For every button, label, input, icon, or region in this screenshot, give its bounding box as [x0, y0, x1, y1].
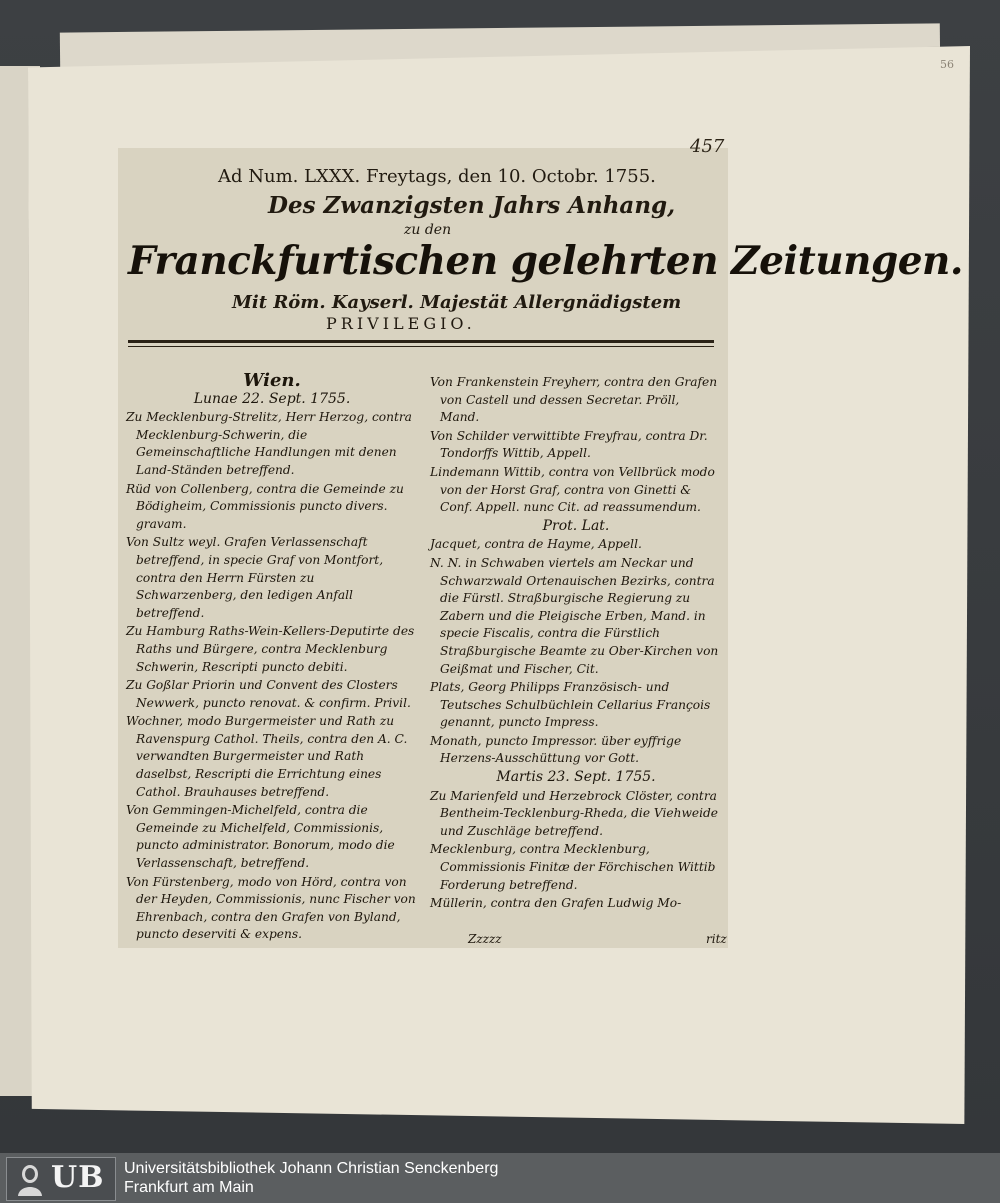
connector-line: zu den	[404, 222, 452, 238]
ub-logo-text: UB	[51, 1160, 105, 1195]
catchword: ritz	[706, 932, 727, 946]
entry: Von Frankenstein Freyherr, contra den Grafen von Castell und dessen Secretar. Pröll, Mand.	[430, 375, 718, 425]
entry: Monath, puncto Impressor. über eyffrige Herzens-Ausschüttung vor Gott.	[430, 733, 682, 766]
signature-mark: Zzzzz	[468, 932, 502, 946]
library-footer	[0, 1153, 1000, 1203]
privilegio-line: PRIVILEGIO.	[326, 314, 476, 333]
section-heading: Wien.	[243, 370, 301, 391]
supplement-line: Des Zwanzigsten Jahrs Anhang,	[268, 192, 676, 219]
entry: Zu Marienfeld und Herzebrock Clöster, contra Bentheim-Tecklenburg-Rheda, die Viehweide und Zuschläge betreffend.	[430, 788, 719, 838]
entry: Lindemann Wittib, contra von Vellbrück modo von der Horst Graf, contra von Ginetti & Conf. Appell. nunc Cit. ad reassumendum.	[430, 464, 715, 515]
entry: Von Fürstenberg, modo von Hörd, contra von der Heyden, Commissionis, nunc Fischer von Ehrenbach, contra den Grafen von Byland, puncto deserviti & expens.	[126, 874, 416, 942]
entry: Zu Goßlar Priorin und Convent des Closters Newwerk, puncto renovat. & confirm. Privil.	[126, 678, 411, 710]
entry: Von Gemmingen-Michelfeld, contra die Gemeinde zu Michelfeld, Commissionis, puncto administrator. Bonorum, modo die Verlassenschaft, betreffend.	[126, 803, 395, 871]
masthead-rule-thin	[128, 346, 714, 347]
entry: Zu Mecklenburg-Strelitz, Herr Herzog, contra Mecklenburg-Schwerin, die Gemeinschaftliche Handlungen mit denen Land-Ständen betreffend.	[126, 410, 412, 477]
senckenberg-portrait-icon	[15, 1162, 45, 1196]
privilege-line: Mit Röm. Kayserl. Majestät Allergnädigstem	[232, 292, 682, 313]
library-city: Frankfurt am Main	[124, 1179, 254, 1196]
entry: Müllerin, contra den Grafen Ludwig Mo-	[430, 896, 682, 911]
date-line: Lunae 22. Sept. 1755.	[193, 390, 351, 407]
folio-note: 56	[940, 58, 954, 71]
ub-logo[interactable]	[6, 1157, 116, 1201]
entry: Zu Hamburg Raths-Wein-Kellers-Deputirte des Raths und Bürgere, contra Mecklenburg Schwerin, Rescripti puncto debiti.	[126, 624, 415, 674]
date-line: Martis 23. Sept. 1755.	[496, 769, 656, 786]
masthead-title: Franckfurtischen gelehrten Zeitungen.	[128, 238, 963, 284]
entry: Mecklenburg, contra Mecklenburg, Commissionis Finitæ der Förchischen Wittib Forderung betreffend.	[430, 842, 716, 892]
issue-line: Ad Num. LXXX. Freytags, den 10. Octobr. 1755.	[218, 166, 656, 187]
entry: Von Sultz weyl. Grafen Verlassenschaft betreffend, in specie Graf von Montfort, contra den Herrn Fürsten zu Schwarzenberg, den ledigen Anfall betreffend.	[126, 535, 384, 620]
left-column	[126, 372, 418, 945]
masthead-rule	[128, 340, 714, 343]
entry: Plats, Georg Philipps Französisch- und Teutsches Schulbüchlein Cellarius François genannt, puncto Impress.	[430, 680, 711, 730]
library-name[interactable]: Universitätsbibliothek Johann Christian Senckenberg	[124, 1160, 499, 1177]
entry: N. N. in Schwaben viertels am Neckar und Schwarzwald Ortenauischen Bezirks, contra die Fürstl. Straßburgische Regierung zu Zabern und die Pleigische Erben, Mand. in specie Fiscalis, contra die Fürstlich Straßburgische Beamte zu Ober-Kirchen von Geißmat und Fischer, Cit.	[430, 555, 719, 676]
page-number: 457	[690, 136, 725, 157]
right-column	[430, 374, 722, 914]
entry: Rüd von Collenberg, contra die Gemeinde zu Bödigheim, Commissionis puncto divers. gravam.	[126, 481, 404, 531]
entry: Jacquet, contra de Hayme, Appell.	[430, 537, 642, 552]
entry: Von Schilder verwittibte Freyfrau, contra Dr. Tondorffs Wittib, Appell.	[430, 428, 708, 461]
subheading: Prot. Lat.	[542, 517, 610, 534]
entry: Wochner, modo Burgermeister und Rath zu Ravenspurg Cathol. Theils, contra den A. C. verwandten Burgermeister und Rath daselbst, Rescripti die Errichtung eines Cathol. Brauhauses betreffend.	[126, 714, 408, 799]
